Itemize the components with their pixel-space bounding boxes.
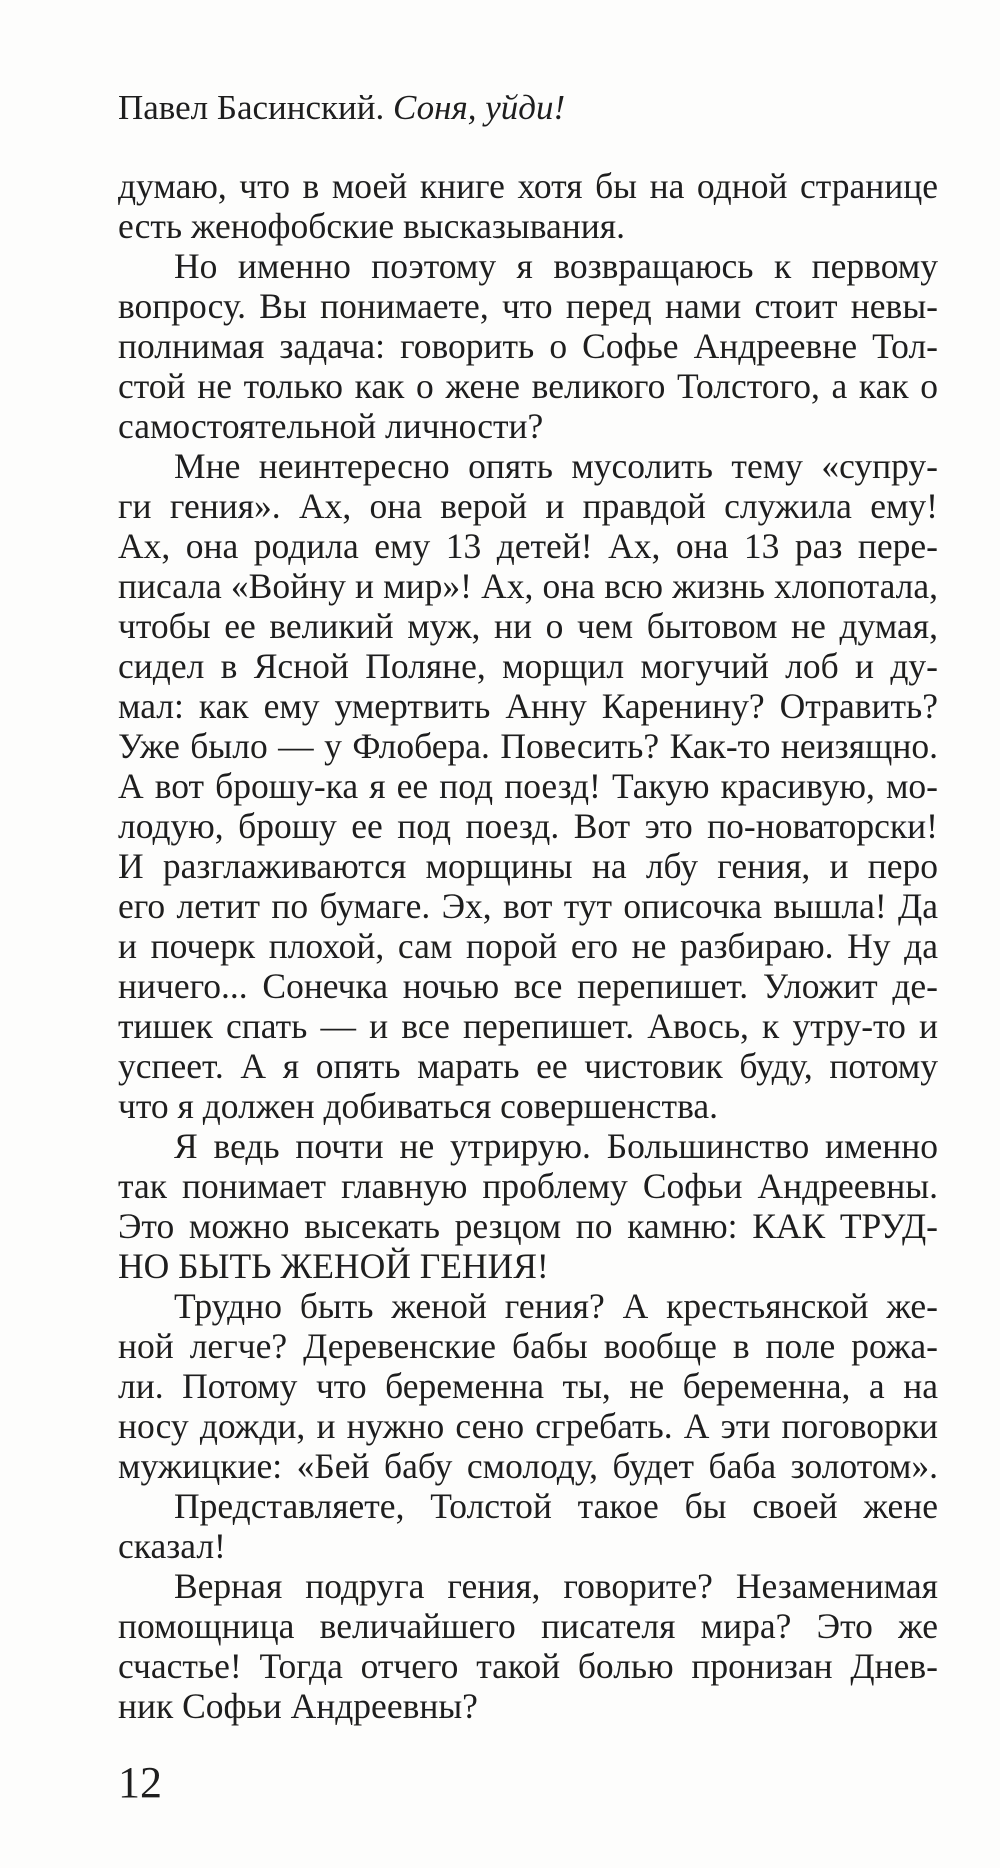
text-line: счастье! Тогда отчего такой болью пронизан Днев- <box>118 1646 938 1686</box>
text-line: ной легче? Деревенские бабы вообще в поле рожа- <box>118 1326 938 1366</box>
running-head <box>118 86 565 130</box>
text-line: Уже было — у Флобера. Повесить? Как-то неизящно. <box>118 726 938 766</box>
text-line: успеет. А я опять марать ее чистовик буду, потому <box>118 1046 938 1086</box>
text-line: Представляете, Толстой такое бы своей жене <box>174 1486 938 1526</box>
running-head-title: Соня, уйди! <box>393 88 566 127</box>
text-line: что я должен добиваться совершенства. <box>118 1086 718 1126</box>
text-line: мужицкие: «Бей бабу смолоду, будет баба золотом». <box>118 1446 938 1486</box>
text-line: тишек спать — и все перепишет. Авось, к утру-то и <box>118 1006 938 1046</box>
text-line: лодую, брошу ее под поезд. Вот это по-новаторски! <box>118 806 938 846</box>
text-line: Верная подруга гения, говорите? Незаменимая <box>174 1566 938 1606</box>
text-line: ги гения». Ах, она верой и правдой служила ему! <box>118 486 938 526</box>
text-line: мал: как ему умертвить Анну Каренину? Отравить? <box>118 686 938 726</box>
text-line: носу дожди, и нужно сено сгребать. А эти поговорки <box>118 1406 938 1446</box>
text-line: вопросу. Вы понимаете, что перед нами стоит невы- <box>118 286 938 326</box>
text-line: писала «Войну и мир»! Ах, она всю жизнь хлопотала, <box>118 566 938 606</box>
text-line: чтобы ее великий муж, ни о чем бытовом не думая, <box>118 606 938 646</box>
running-head-author: Павел Басинский. <box>118 88 385 127</box>
text-line: Но именно поэтому я возвращаюсь к первому <box>174 246 938 286</box>
text-line: Трудно быть женой гения? А крестьянской же- <box>174 1286 938 1326</box>
body-text <box>118 166 938 1726</box>
text-line: думаю, что в моей книге хотя бы на одной странице <box>118 166 938 206</box>
text-line: И разглаживаются морщины на лбу гения, и перо <box>118 846 938 886</box>
text-line: Ах, она родила ему 13 детей! Ах, она 13 раз пере- <box>118 526 938 566</box>
text-line: ник Софьи Андреевны? <box>118 1686 478 1726</box>
text-line: помощница величайшего писателя мира? Это же <box>118 1606 938 1646</box>
text-line: Мне неинтересно опять мусолить тему «супру- <box>174 446 938 486</box>
text-line: и почерк плохой, сам порой его не разбираю. Ну да <box>118 926 938 966</box>
text-line: его летит по бумаге. Эх, вот тут описочка вышла! Да <box>118 886 938 926</box>
text-line: есть женофобские высказывания. <box>118 206 625 246</box>
text-line: полнимая задача: говорить о Софье Андреевне Тол- <box>118 326 938 366</box>
text-line: сидел в Ясной Поляне, морщил могучий лоб и ду- <box>118 646 938 686</box>
text-line: Я ведь почти не утрирую. Большинство именно <box>174 1126 938 1166</box>
page-number: 12 <box>118 1758 162 1807</box>
text-line: ничего... Сонечка ночью все перепишет. Уложит де- <box>118 966 938 1006</box>
text-line: самостоятельной личности? <box>118 406 544 446</box>
text-line: сказал! <box>118 1526 226 1566</box>
text-line: ли. Потому что беременна ты, не беременна, а на <box>118 1366 938 1406</box>
text-line: так понимает главную проблему Софьи Андреевны. <box>118 1166 938 1206</box>
text-line: А вот брошу-ка я ее под поезд! Такую красивую, мо- <box>118 766 938 806</box>
text-line: стой не только как о жене великого Толстого, а как о <box>118 366 938 406</box>
text-line: НО БЫТЬ ЖЕНОЙ ГЕНИЯ! <box>118 1246 549 1286</box>
text-line: Это можно высекать резцом по камню: КАК ТРУД- <box>118 1206 938 1246</box>
